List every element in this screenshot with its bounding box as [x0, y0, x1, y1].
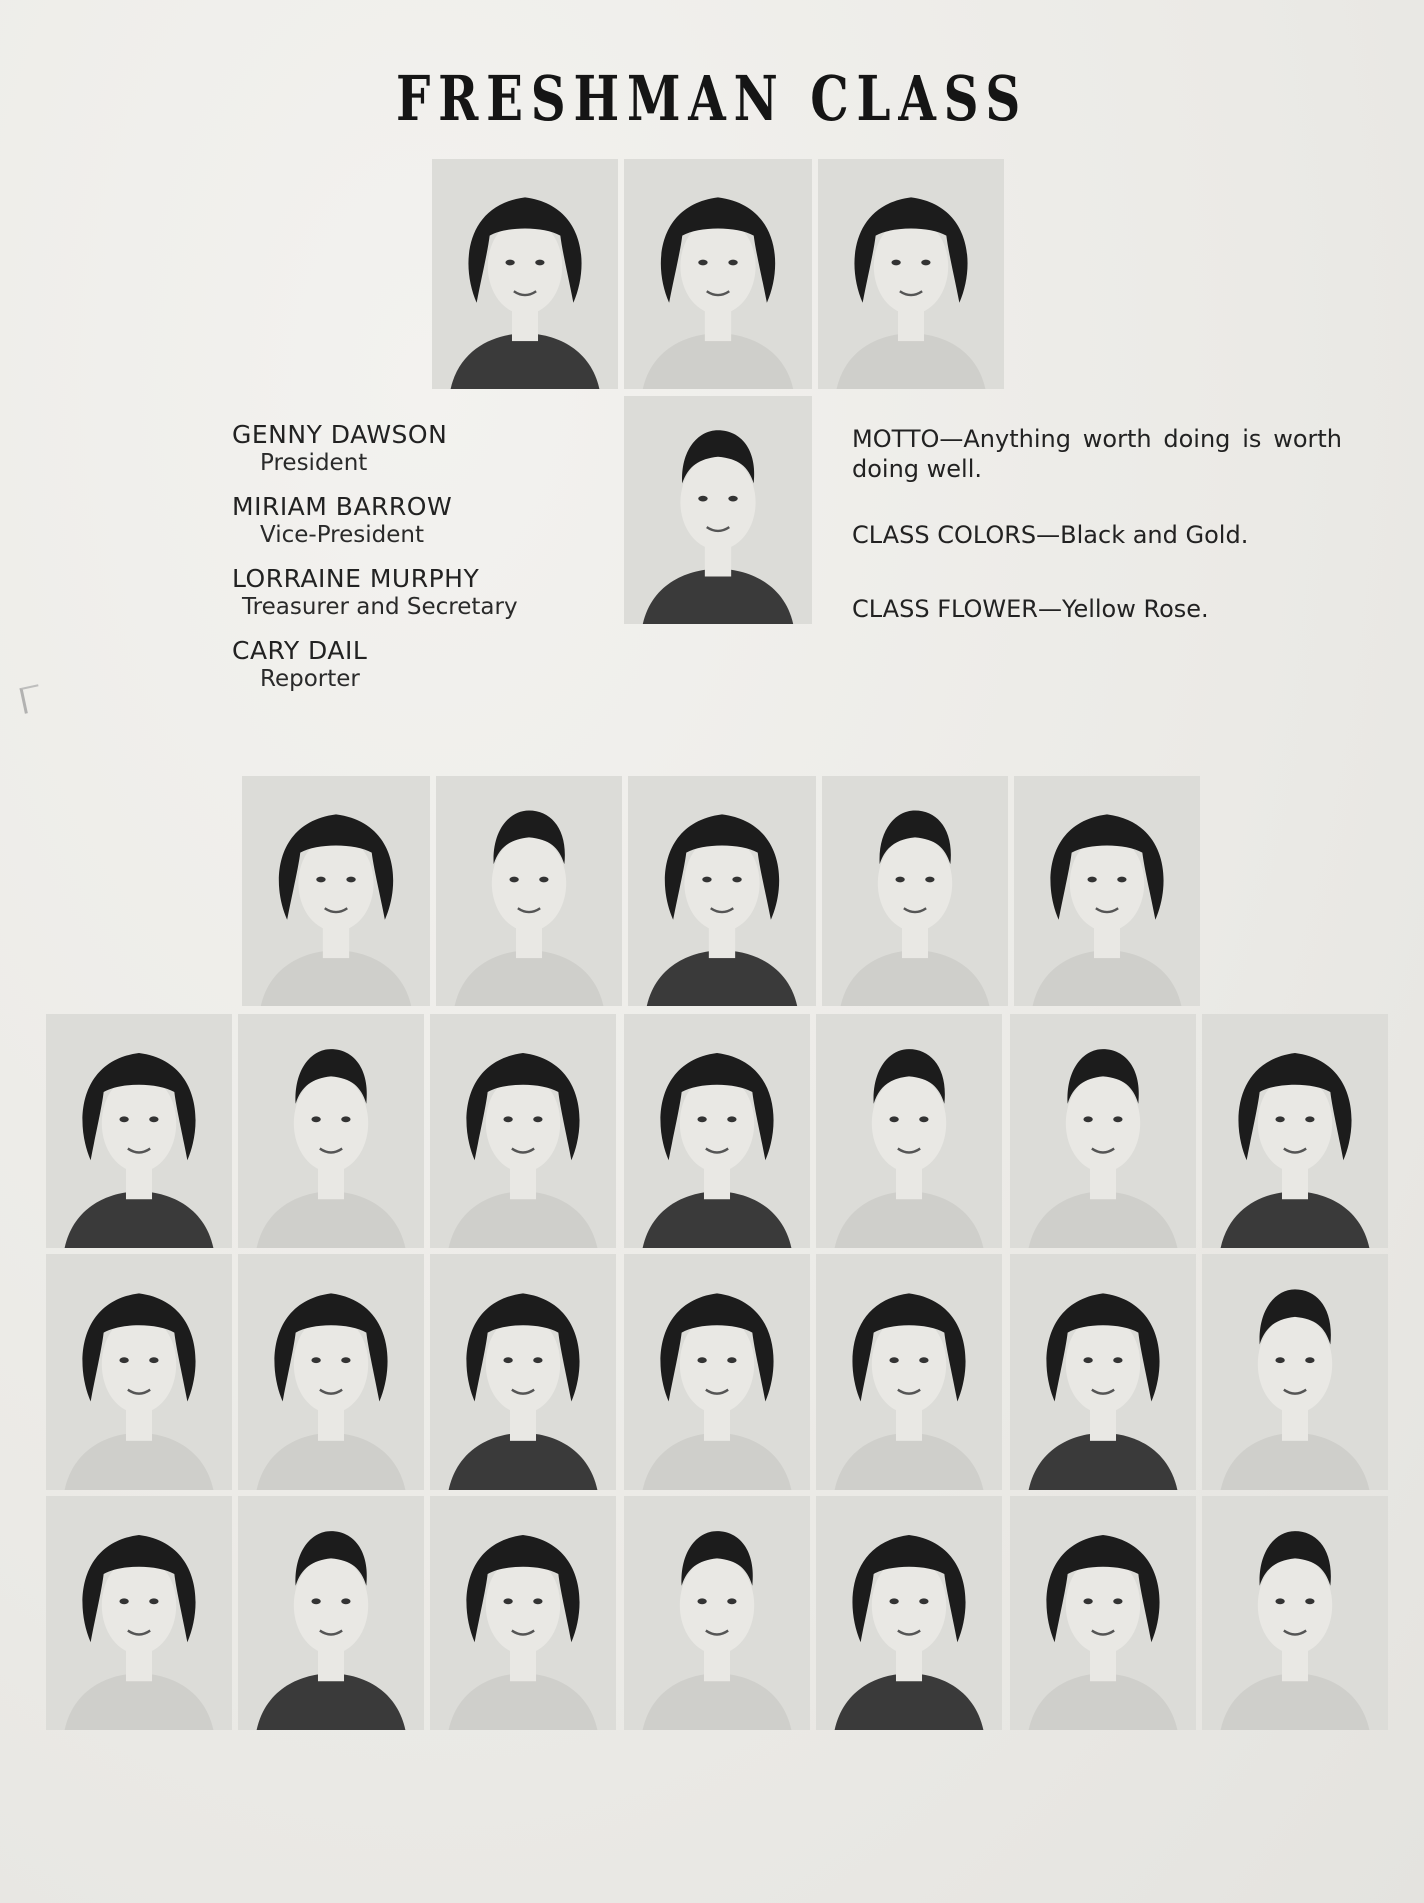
student-portrait — [628, 776, 816, 1006]
portrait-face — [1258, 1315, 1332, 1413]
portrait-eye — [697, 1598, 706, 1604]
student-portrait — [238, 1014, 424, 1248]
student-portrait — [624, 1014, 810, 1248]
student-portrait — [816, 1496, 1002, 1730]
student-portrait — [1010, 1254, 1196, 1490]
portrait-photo — [1014, 776, 1200, 1006]
officer-name: MIRIAM BARROW — [232, 492, 453, 521]
class-colors: CLASS COLORS—Black and Gold. — [852, 521, 1249, 549]
portrait-photo — [238, 1254, 424, 1490]
portrait-photo — [624, 396, 812, 624]
officer-entry — [232, 636, 367, 694]
portrait-photo — [242, 776, 430, 1006]
portrait-photo — [238, 1496, 424, 1730]
portrait-eye — [533, 1598, 542, 1604]
portrait-eye — [732, 877, 741, 883]
portrait-eye — [341, 1598, 350, 1604]
portrait-eye — [1305, 1357, 1314, 1363]
student-portrait — [238, 1496, 424, 1730]
portrait-eye — [1275, 1357, 1284, 1363]
portrait-photo — [1010, 1496, 1196, 1730]
portrait-face — [874, 218, 948, 314]
portrait-face — [684, 835, 759, 931]
portrait-eye — [1113, 1357, 1122, 1363]
portrait-face — [486, 1074, 560, 1172]
portrait-face — [102, 1315, 176, 1413]
officer-portrait — [432, 159, 618, 389]
student-portrait — [1010, 1496, 1196, 1730]
portrait-eye — [533, 1116, 542, 1122]
page-smudge — [20, 684, 44, 713]
officer-role: Reporter — [260, 666, 360, 692]
portrait-photo — [822, 776, 1008, 1006]
portrait-face — [680, 1556, 754, 1654]
class-flower: CLASS FLOWER—Yellow Rose. — [852, 595, 1209, 623]
portrait-eye — [149, 1116, 158, 1122]
portrait-photo — [430, 1496, 616, 1730]
portrait-face — [294, 1556, 368, 1654]
portrait-eye — [1117, 877, 1126, 883]
portrait-eye — [503, 1598, 512, 1604]
portrait-eye — [119, 1116, 128, 1122]
portrait-photo — [818, 159, 1004, 389]
portrait-face — [680, 1315, 754, 1413]
portrait-eye — [535, 260, 544, 266]
portrait-face — [872, 1074, 946, 1172]
officer-role: Treasurer and Secretary — [242, 594, 518, 620]
portrait-eye — [702, 877, 711, 883]
portrait-eye — [533, 1357, 542, 1363]
portrait-eye — [919, 1357, 928, 1363]
portrait-eye — [149, 1598, 158, 1604]
portrait-eye — [698, 260, 707, 266]
student-portrait — [822, 776, 1008, 1006]
student-portrait — [430, 1496, 616, 1730]
portrait-face — [488, 218, 562, 314]
portrait-eye — [1083, 1116, 1092, 1122]
portrait-face — [294, 1074, 368, 1172]
portrait-eye — [311, 1598, 320, 1604]
portrait-face — [1066, 1074, 1140, 1172]
portrait-photo — [46, 1014, 232, 1248]
class-motto: MOTTO—Anything worth doing is worth doing well. — [852, 425, 1342, 483]
portrait-eye — [919, 1116, 928, 1122]
portrait-eye — [503, 1357, 512, 1363]
portrait-eye — [316, 877, 325, 883]
officer-entry — [232, 564, 518, 622]
portrait-photo — [1010, 1014, 1196, 1248]
portrait-photo — [1202, 1496, 1388, 1730]
portrait-photo — [432, 159, 618, 389]
portrait-eye — [728, 496, 737, 502]
portrait-eye — [889, 1116, 898, 1122]
portrait-eye — [1083, 1598, 1092, 1604]
student-portrait — [1202, 1014, 1388, 1248]
portrait-face — [1258, 1556, 1332, 1654]
portrait-face — [294, 1315, 368, 1413]
portrait-face — [298, 835, 373, 931]
portrait-face — [486, 1315, 560, 1413]
officer-name: CARY DAIL — [232, 636, 368, 665]
portrait-photo — [436, 776, 622, 1006]
portrait-eye — [925, 877, 934, 883]
portrait-eye — [919, 1598, 928, 1604]
portrait-eye — [1275, 1598, 1284, 1604]
portrait-eye — [697, 1116, 706, 1122]
portrait-eye — [921, 260, 930, 266]
portrait-photo — [430, 1254, 616, 1490]
portrait-eye — [1275, 1116, 1284, 1122]
portrait-eye — [311, 1116, 320, 1122]
portrait-face — [872, 1556, 946, 1654]
student-portrait — [436, 776, 622, 1006]
portrait-photo — [46, 1254, 232, 1490]
portrait-photo — [816, 1496, 1002, 1730]
portrait-face — [872, 1315, 946, 1413]
student-portrait — [46, 1014, 232, 1248]
portrait-eye — [539, 877, 548, 883]
portrait-photo — [1202, 1254, 1388, 1490]
student-portrait — [1202, 1496, 1388, 1730]
portrait-photo — [1010, 1254, 1196, 1490]
portrait-eye — [728, 260, 737, 266]
portrait-face — [492, 835, 566, 931]
portrait-photo — [46, 1496, 232, 1730]
student-portrait — [624, 1254, 810, 1490]
student-portrait — [242, 776, 430, 1006]
officer-portrait — [624, 159, 812, 389]
portrait-eye — [341, 1116, 350, 1122]
officer-role: Vice-President — [260, 522, 424, 548]
portrait-face — [680, 455, 755, 550]
student-portrait — [1014, 776, 1200, 1006]
portrait-eye — [895, 877, 904, 883]
student-portrait — [816, 1254, 1002, 1490]
student-portrait — [430, 1254, 616, 1490]
portrait-photo — [816, 1014, 1002, 1248]
officer-portrait — [624, 396, 812, 624]
portrait-face — [878, 835, 952, 931]
portrait-eye — [1305, 1116, 1314, 1122]
portrait-eye — [1113, 1116, 1122, 1122]
portrait-eye — [119, 1598, 128, 1604]
portrait-eye — [341, 1357, 350, 1363]
student-portrait — [46, 1254, 232, 1490]
portrait-face — [486, 1556, 560, 1654]
portrait-eye — [698, 496, 707, 502]
officer-entry — [232, 420, 447, 478]
portrait-eye — [119, 1357, 128, 1363]
student-portrait — [816, 1014, 1002, 1248]
page-title: FRESHMAN CLASS — [395, 62, 1029, 135]
portrait-photo — [624, 1254, 810, 1490]
portrait-eye — [509, 877, 518, 883]
portrait-eye — [1305, 1598, 1314, 1604]
officer-portrait — [818, 159, 1004, 389]
portrait-eye — [727, 1357, 736, 1363]
student-portrait — [1010, 1014, 1196, 1248]
portrait-photo — [816, 1254, 1002, 1490]
portrait-photo — [624, 1496, 810, 1730]
student-portrait — [624, 1496, 810, 1730]
portrait-face — [1066, 1315, 1140, 1413]
student-portrait — [238, 1254, 424, 1490]
portrait-eye — [697, 1357, 706, 1363]
portrait-eye — [1113, 1598, 1122, 1604]
portrait-eye — [503, 1116, 512, 1122]
portrait-face — [1070, 835, 1144, 931]
portrait-eye — [346, 877, 355, 883]
portrait-photo — [624, 1014, 810, 1248]
officer-name: LORRAINE MURPHY — [232, 564, 480, 593]
portrait-eye — [727, 1598, 736, 1604]
portrait-photo — [430, 1014, 616, 1248]
portrait-photo — [628, 776, 816, 1006]
student-portrait — [46, 1496, 232, 1730]
officer-role: President — [260, 450, 368, 476]
portrait-eye — [889, 1598, 898, 1604]
portrait-eye — [889, 1357, 898, 1363]
portrait-photo — [238, 1014, 424, 1248]
portrait-eye — [149, 1357, 158, 1363]
portrait-face — [1066, 1556, 1140, 1654]
student-portrait — [430, 1014, 616, 1248]
portrait-face — [102, 1556, 176, 1654]
portrait-face — [1258, 1074, 1332, 1172]
portrait-eye — [1083, 1357, 1092, 1363]
portrait-eye — [891, 260, 900, 266]
officer-entry — [232, 492, 452, 550]
portrait-photo — [624, 159, 812, 389]
portrait-photo — [1202, 1014, 1388, 1248]
portrait-eye — [311, 1357, 320, 1363]
portrait-face — [102, 1074, 176, 1172]
portrait-eye — [727, 1116, 736, 1122]
portrait-eye — [1087, 877, 1096, 883]
portrait-face — [680, 1074, 754, 1172]
student-portrait — [1202, 1254, 1388, 1490]
portrait-eye — [505, 260, 514, 266]
portrait-face — [680, 218, 755, 314]
officer-name: GENNY DAWSON — [232, 420, 448, 449]
